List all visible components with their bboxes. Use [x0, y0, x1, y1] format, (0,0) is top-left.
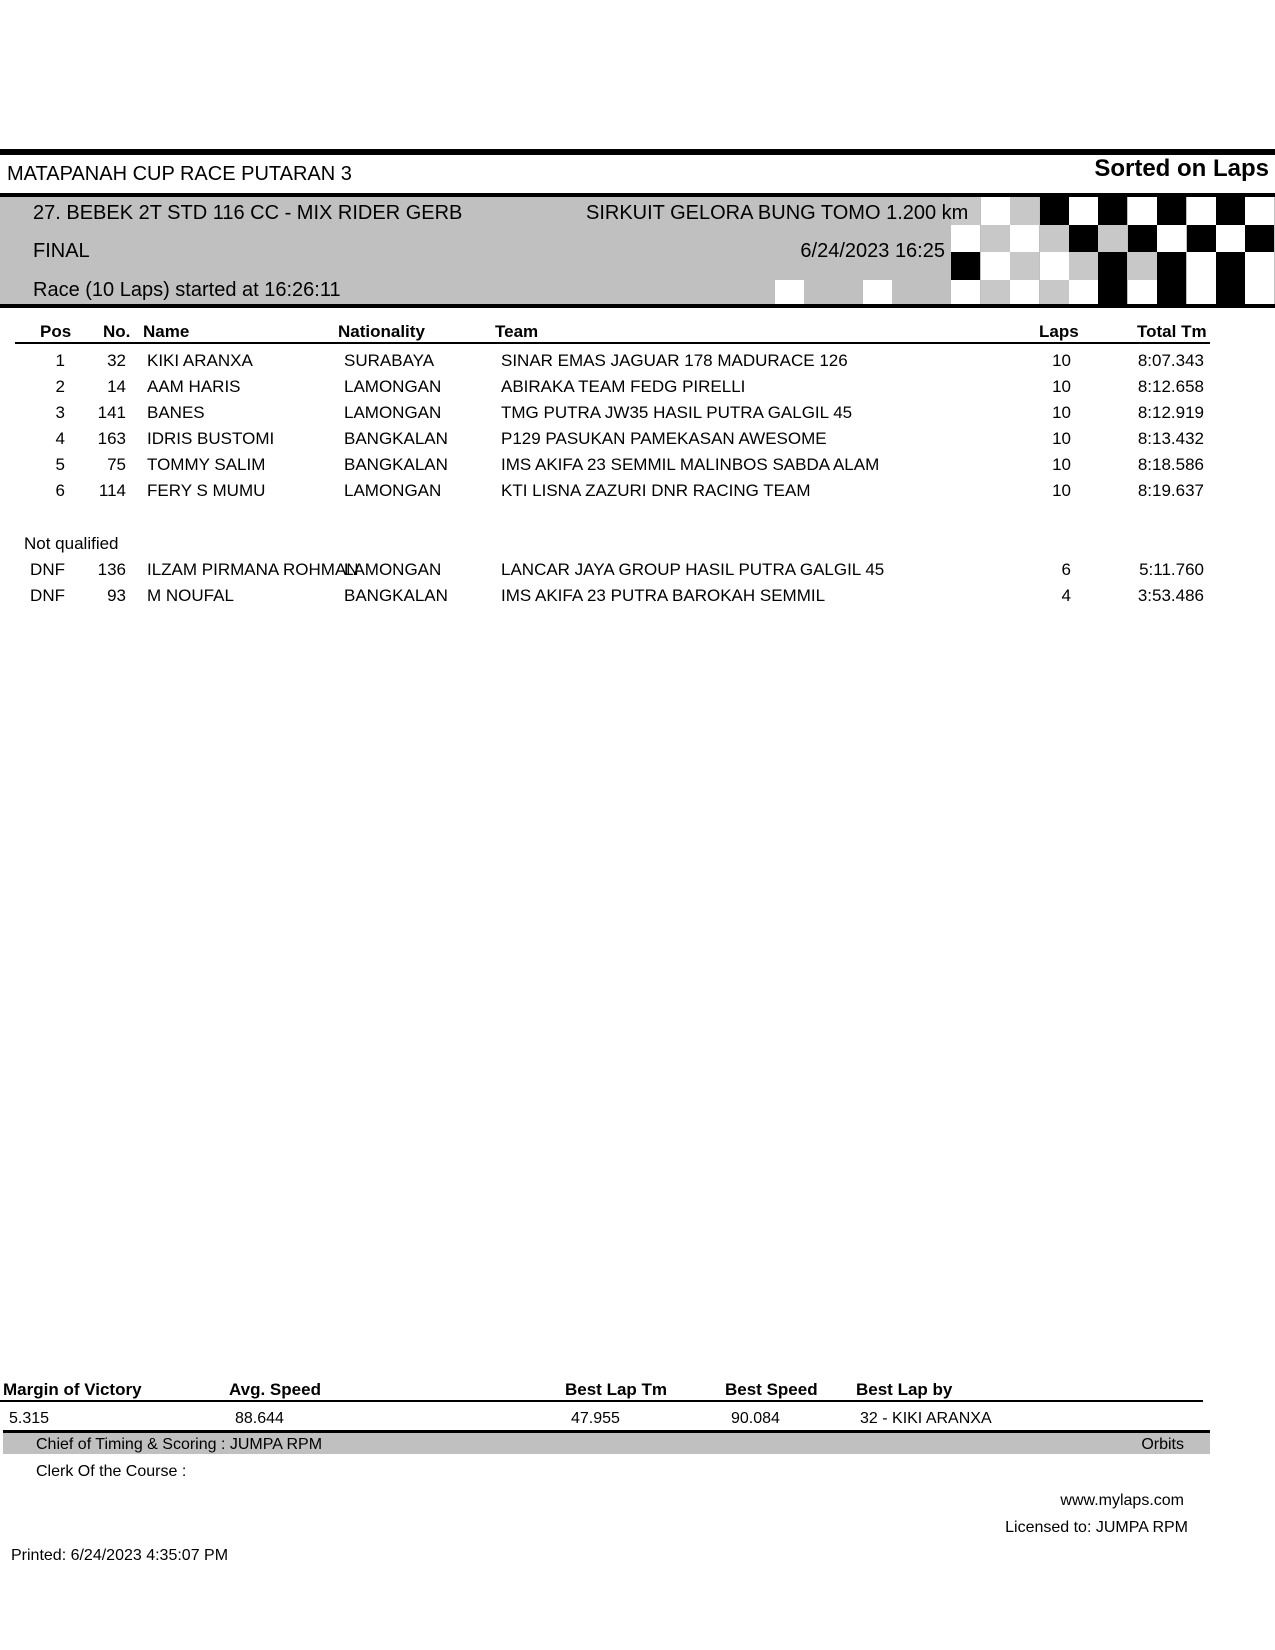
best-lap-tm-label: Best Lap Tm: [565, 1380, 668, 1399]
flag-square: [1245, 197, 1274, 225]
nationality-cell: LAMONGAN: [344, 377, 442, 396]
flag-square: [1157, 225, 1186, 253]
nationality-cell: BANGKALAN: [344, 429, 448, 448]
flag-square: [1069, 252, 1098, 280]
best-speed-label: Best Speed: [725, 1380, 818, 1399]
flag-square: [1216, 197, 1245, 225]
best-lap-by-value: 32 - KIKI ARANXA: [860, 1410, 992, 1427]
total-cell: 8:19.637: [1137, 481, 1204, 500]
team-cell: TMG PUTRA JW35 HASIL PUTRA GALGIL 45: [501, 403, 853, 422]
pos-cell: DNF: [30, 586, 65, 605]
printed-timestamp: Printed: 6/24/2023 4:35:07 PM: [11, 1547, 229, 1564]
pos-cell: 1: [55, 351, 65, 370]
header-bottom-rule: [0, 304, 1275, 308]
flag-square: [1069, 225, 1098, 253]
name-cell: TOMMY SALIM: [147, 455, 266, 474]
flag-square: [1216, 225, 1245, 253]
laps-cell: 6: [1061, 560, 1071, 579]
circuit-name: SIRKUIT GELORA BUNG TOMO 1.200 km: [586, 202, 969, 224]
laps-cell: 10: [1052, 481, 1071, 500]
no-cell: 32: [107, 351, 126, 370]
avg-speed-value: 88.644: [235, 1410, 284, 1427]
laps-cell: 10: [1052, 351, 1071, 370]
margin-value: 5.315: [9, 1410, 50, 1427]
avg-speed-label: Avg. Speed: [229, 1380, 321, 1399]
no-cell: 114: [98, 481, 126, 500]
flag-square: [1098, 225, 1127, 253]
flag-square: [1010, 197, 1039, 225]
col-name-header: Name: [143, 322, 190, 341]
team-cell: IMS AKIFA 23 SEMMIL MALINBOS SABDA ALAM: [501, 455, 880, 474]
team-cell: ABIRAKA TEAM FEDG PIRELLI: [501, 377, 746, 396]
flag-square: [1040, 197, 1069, 225]
nationality-cell: BANGKALAN: [344, 586, 448, 605]
flag-square: [951, 225, 980, 253]
no-cell: 14: [107, 377, 126, 396]
flag-square: [1187, 225, 1216, 253]
team-cell: SINAR EMAS JAGUAR 178 MADURACE 126: [501, 351, 848, 370]
col-nationality-header: Nationality: [338, 322, 425, 341]
col-team-header: Team: [495, 322, 539, 341]
flag-square: [1069, 197, 1098, 225]
pos-cell: DNF: [30, 560, 65, 579]
pos-cell: 4: [55, 429, 65, 448]
team-cell: IMS AKIFA 23 PUTRA BAROKAH SEMMIL: [501, 586, 826, 605]
flag-square: [1010, 252, 1039, 280]
laps-cell: 10: [1052, 403, 1071, 422]
flag-square: [1010, 225, 1039, 253]
licensed-to: Licensed to: JUMPA RPM: [1005, 1519, 1188, 1536]
chief-of-timing: Chief of Timing & Scoring : JUMPA RPM: [36, 1436, 323, 1453]
nationality-cell: LAMONGAN: [344, 403, 442, 422]
margin-label: Margin of Victory: [3, 1380, 142, 1399]
race-datetime: 6/24/2023 16:25: [800, 240, 945, 262]
race-info: Race (10 Laps) started at 16:26:11: [33, 279, 341, 301]
pos-cell: 5: [55, 455, 65, 474]
flag-square: [1157, 252, 1186, 280]
flag-square: [1245, 252, 1274, 280]
flag-square: [1245, 225, 1274, 253]
orbits-label: Orbits: [1141, 1436, 1184, 1453]
laps-cell: 10: [1052, 377, 1071, 396]
flag-square: [1098, 197, 1127, 225]
flag-square: [1040, 252, 1069, 280]
flag-square: [981, 197, 1010, 225]
no-cell: 141: [97, 403, 126, 422]
total-cell: 5:11.760: [1139, 560, 1204, 579]
team-cell: LANCAR JAYA GROUP HASIL PUTRA GALGIL 45: [501, 560, 885, 579]
website-label: www.mylaps.com: [1060, 1492, 1184, 1509]
total-cell: 8:12.919: [1137, 403, 1204, 422]
laps-cell: 4: [1061, 586, 1071, 605]
flag-square: [1040, 225, 1069, 253]
team-cell: P129 PASUKAN PAMEKASAN AWESOME: [501, 429, 827, 448]
nationality-cell: BANGKALAN: [344, 455, 448, 474]
col-total-header: Total Tm: [1137, 322, 1207, 341]
name-cell: FERY S MUMU: [147, 481, 266, 500]
flag-square: [1128, 225, 1157, 253]
summary-rule: [0, 1400, 1203, 1402]
name-cell: M NOUFAL: [147, 586, 234, 605]
pos-cell: 3: [55, 403, 65, 422]
name-cell: IDRIS BUSTOMI: [147, 429, 275, 448]
pos-cell: 6: [55, 481, 65, 500]
total-cell: 8:13.432: [1137, 429, 1204, 448]
flag-square: [951, 252, 980, 280]
flag-square: [1216, 252, 1245, 280]
name-cell: ILZAM PIRMANA ROHMAN: [147, 560, 359, 579]
top-rule: [0, 149, 1275, 155]
pos-cell: 2: [55, 377, 65, 396]
nationality-cell: LAMONGAN: [344, 481, 442, 500]
session-name: FINAL: [33, 240, 90, 262]
no-cell: 75: [107, 455, 126, 474]
flag-square: [1157, 197, 1186, 225]
flag-square: [1128, 197, 1157, 225]
total-cell: 3:53.486: [1137, 586, 1204, 605]
flag-square: [1187, 252, 1216, 280]
col-laps-header: Laps: [1039, 322, 1079, 341]
laps-cell: 10: [1052, 429, 1071, 448]
no-cell: 163: [97, 429, 126, 448]
table-header-rule: [15, 342, 1210, 344]
col-no-header: No.: [103, 322, 131, 341]
best-lap-tm-value: 47.955: [571, 1410, 620, 1427]
flag-square: [981, 252, 1010, 280]
total-cell: 8:12.658: [1137, 377, 1204, 396]
total-cell: 8:18.586: [1137, 455, 1204, 474]
total-cell: 8:07.343: [1137, 351, 1204, 370]
clerk-of-course: Clerk Of the Course :: [36, 1463, 187, 1480]
col-pos-header: Pos: [40, 322, 72, 341]
class-name: 27. BEBEK 2T STD 116 CC - MIX RIDER GERB: [33, 202, 463, 224]
flag-square: [1098, 252, 1127, 280]
no-cell: 93: [107, 586, 126, 605]
no-cell: 136: [97, 560, 126, 579]
nationality-cell: LAMONGAN: [344, 560, 442, 579]
flag-square: [981, 225, 1010, 253]
laps-cell: 10: [1052, 455, 1071, 474]
nationality-cell: SURABAYA: [344, 351, 435, 370]
not-qualified-heading: Not qualified: [24, 534, 119, 553]
name-cell: AAM HARIS: [147, 377, 241, 396]
best-speed-value: 90.084: [731, 1410, 780, 1427]
flag-square: [1128, 252, 1157, 280]
team-cell: KTI LISNA ZAZURI DNR RACING TEAM: [501, 481, 811, 500]
best-lap-by-label: Best Lap by: [856, 1380, 953, 1399]
name-cell: BANES: [147, 403, 205, 422]
flag-square: [1187, 197, 1216, 225]
event-title: MATAPANAH CUP RACE PUTARAN 3: [7, 163, 352, 185]
sort-label: Sorted on Laps: [1094, 155, 1269, 182]
name-cell: KIKI ARANXA: [147, 351, 253, 370]
